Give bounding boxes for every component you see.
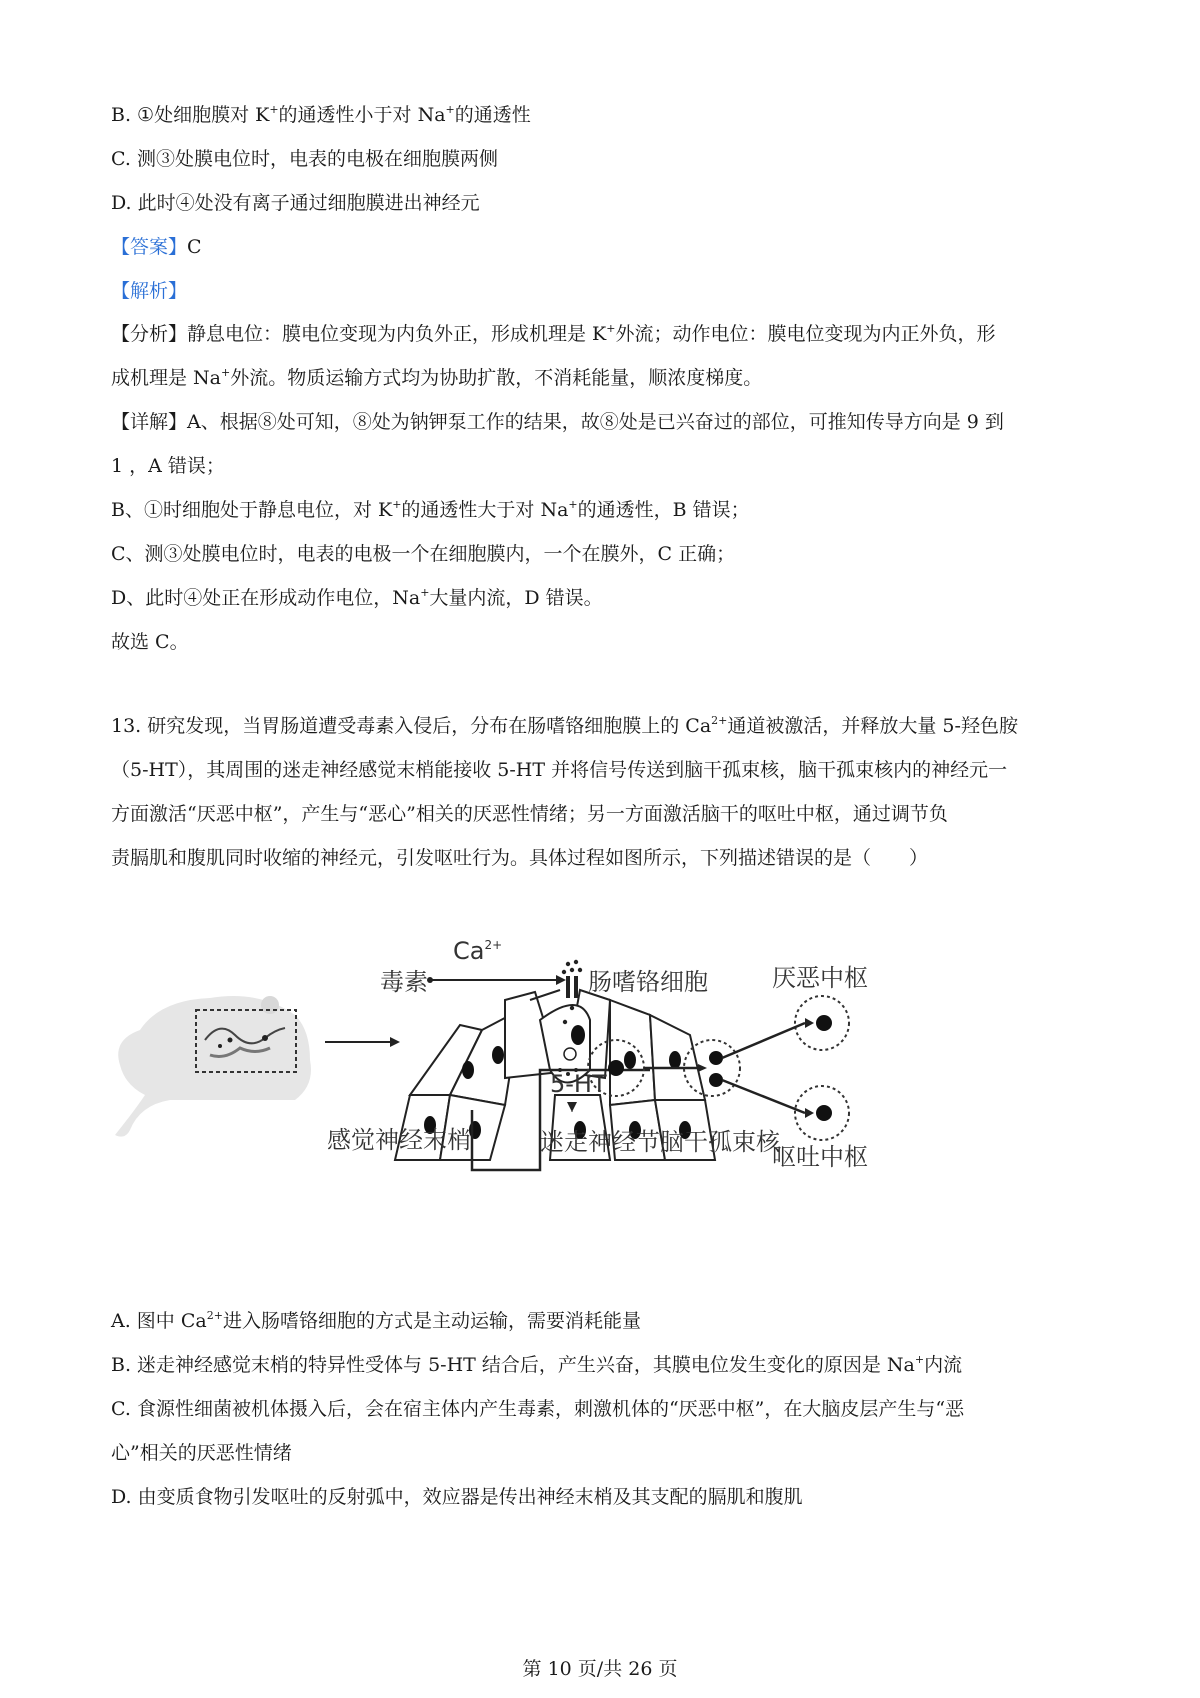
q13-line-2: （5-HT），其周围的迷走神经感觉末梢能接收 5-HT 并将信号传送到脑干孤束核，脑干孤束核内的神经元一 [111,759,1008,781]
xiangjie-line-2: 1 ，A 错误； [111,455,225,477]
vomiting-center-label: 呕吐中枢 [772,1143,868,1171]
toxin-label: 毒素 [380,968,428,996]
q13-option-c-line-1: C. 食源性细菌被机体摄入后，会在宿主体内产生毒素，刺激机体的“厌恶中枢”，在大脑皮层产生与“恶 [111,1398,965,1420]
xiangjie-line-1: 【详解】A、根据⑧处可知，⑧处为钠钾泵工作的结果，故⑧处是已兴奋过的部位，可推知传导方向是 9 到 [111,411,1004,433]
vagus-ganglion-label: 迷走神经节 [540,1128,660,1156]
aversion-center-label: 厌恶中枢 [772,964,868,992]
xiangjie-line-3: B、①时细胞处于静息电位，对 K+的通透性大于对 Na+的通透性，B 错误； [111,498,750,521]
nts-label: 脑干孤束核 [660,1128,780,1156]
xiangjie-line-4: C、测③处膜电位时，电表的电极一个在细胞膜内，一个在膜外，C 正确； [111,543,736,565]
sensory-terminal-label: 感觉神经末梢 [327,1126,471,1154]
vomiting-pathway-diagram [110,937,950,1270]
ca-label: $Ca^{2+}$ [453,937,503,965]
q13-option-c-line-2: 心”相关的厌恶性情绪 [111,1442,292,1464]
mouse-illustration [115,996,311,1137]
option-c: C. 测③处膜电位时，电表的电极在细胞膜两侧 [111,148,498,170]
answer: 【答案】C [111,236,202,258]
q13-line-4: 责膈肌和腹肌同时收缩的神经元，引发呕吐行为。具体过程如图所示，下列描述错误的是（ ） [111,847,929,869]
q13-line-3: 方面激活“厌恶中枢”，产生与“恶心”相关的厌恶性情绪；另一方面激活脑干的呕吐中枢，通过调节负 [111,803,948,825]
q13-option-a: A. 图中 $Ca^{2+}$进入肠嗜铬细胞的方式是主动运输，需要消耗能量 [111,1309,641,1332]
xiangjie-line-6: 故选 C。 [111,631,189,653]
q13-line-1: 13. 研究发现，当胃肠道遭受毒素入侵后，分布在肠嗜铬细胞膜上的 $Ca^{2+}$通道被激活，并释放大量 5-羟色胺 [111,714,1018,737]
analysis-heading: 【解析】 [111,280,188,302]
fenxi-line-2: 成机理是 Na+外流。物质运输方式均为协助扩散，不消耗能量，顺浓度梯度。 [111,366,763,389]
5ht-label: 5-HT [550,1070,607,1098]
q13-option-d: D. 由变质食物引发呕吐的反射弧中，效应器是传出神经末梢及其支配的膈肌和腹肌 [111,1486,803,1508]
page-footer: 第 10 页/共 26 页 [522,1658,678,1680]
fenxi-line-1: 【分析】静息电位：膜电位变现为内负外正，形成机理是 K+外流；动作电位：膜电位变现为内正外负，形 [111,322,996,345]
ec-cell-label: 肠嗜铬细胞 [588,968,708,996]
xiangjie-line-5: D、此时④处正在形成动作电位，Na+大量内流，D 错误。 [111,586,603,609]
option-d: D. 此时④处没有离子通过细胞膜进出神经元 [111,192,480,214]
q13-option-b: B. 迷走神经感觉末梢的特异性受体与 5-HT 结合后，产生兴奋，其膜电位发生变化的原因是 Na+内流 [111,1353,963,1376]
option-b: B. ①处细胞膜对 K+的通透性小于对 Na+的通透性 [111,103,531,126]
